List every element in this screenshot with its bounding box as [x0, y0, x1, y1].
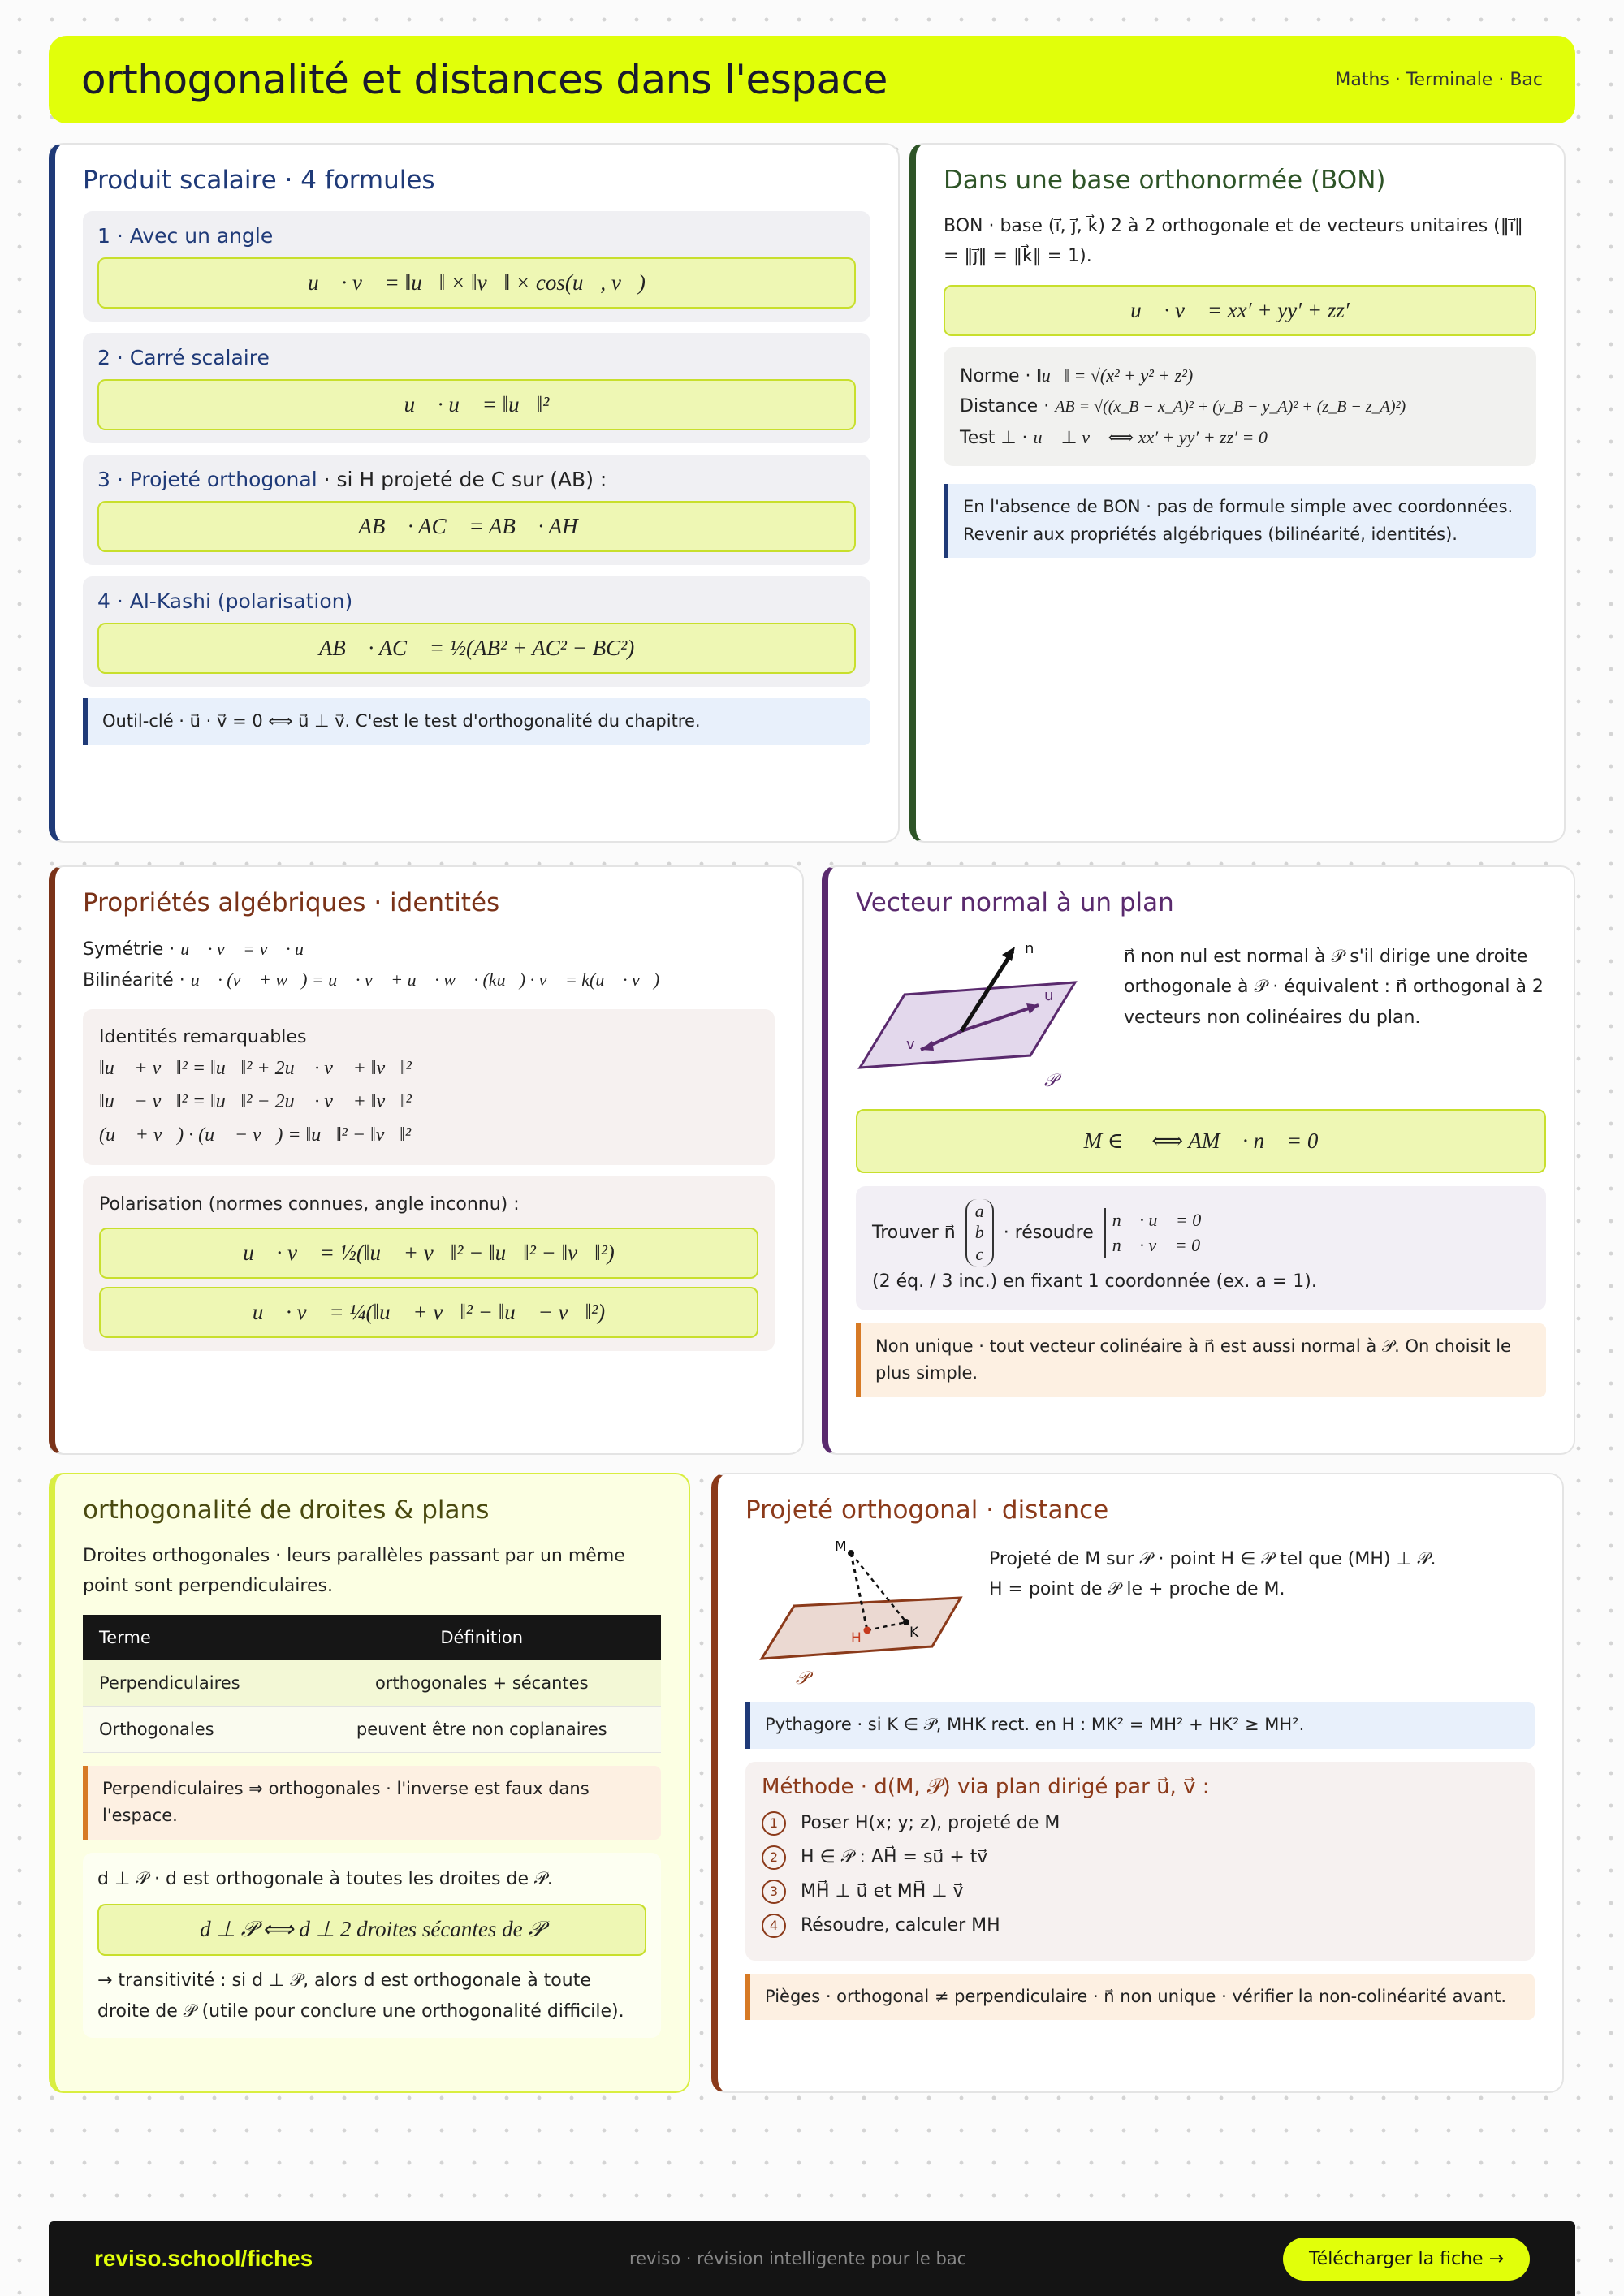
th-definition: Définition — [302, 1615, 661, 1660]
polarisation-block — [83, 1176, 775, 1351]
label: Distance · — [960, 396, 1056, 417]
list-item — [762, 1845, 1518, 1870]
table-row — [83, 1660, 661, 1707]
card-title: orthogonalité de droites & plans — [83, 1495, 490, 1525]
th-terme: Terme — [83, 1615, 302, 1660]
step-text: Résoudre, calculer MH — [801, 1915, 1000, 1936]
table-header — [83, 1615, 661, 1660]
step-number: 3 — [762, 1880, 786, 1904]
bilinearite — [83, 965, 775, 995]
step-number: 2 — [762, 1845, 786, 1870]
identite-1: ‖u⃗ + v⃗‖² = ‖u⃗‖² + 2u⃗ · v⃗ + ‖v⃗‖² — [99, 1058, 412, 1080]
theoreme-block — [83, 1853, 661, 2038]
site-link[interactable]: reviso.school/fiches — [94, 2246, 313, 2271]
step-number: 4 — [762, 1914, 786, 1938]
polarisation-title: Polarisation (normes connues, angle inconnu) : — [99, 1193, 520, 1215]
identites-title: Identités remarquables — [99, 1026, 307, 1047]
normal-description: n⃗ non nul est normal à 𝒫 s'il dirige une droite orthogonale à 𝒫 · équivalent : n⃗ orthogonal à 2 vecteurs non colinéaires du plan. — [1124, 947, 1544, 1028]
page-title: orthogonalité et distances dans l'espace — [81, 56, 888, 103]
definition-table — [83, 1615, 661, 1753]
bon-distance — [960, 391, 1520, 421]
note-outil-cle: Outil-clé · u⃗ · v⃗ = 0 ⟺ u⃗ ⊥ v⃗. C'est le test d'orthogonalité du chapitre. — [83, 698, 870, 745]
cell-term: Perpendiculaires — [83, 1660, 302, 1707]
theoreme-line: d ⊥ 𝒫 · d est orthogonale à toutes les droites de 𝒫. — [97, 1868, 553, 1889]
transitivite: → transitivité : si d ⊥ 𝒫, alors d est orthogonale à toute droite de 𝒫 (utile pour conclure une orthogonalité difficile). — [97, 1970, 624, 2022]
droites-intro: Droites orthogonales · leurs parallèles passant par un même point sont perpendiculaires. — [83, 1546, 625, 1597]
page-meta: Maths · Terminale · Bac — [1335, 69, 1543, 90]
coord-a: a — [974, 1201, 984, 1221]
point-k — [903, 1619, 909, 1625]
point-h — [864, 1627, 871, 1634]
card-proprietes-algebriques — [49, 865, 804, 1455]
label-u: u — [1044, 987, 1054, 1004]
step-number: 1 — [762, 1811, 786, 1836]
step-text: H ∈ 𝒫 : AH⃗ = su⃗ + tv⃗ — [801, 1847, 988, 1868]
card-title: Produit scalaire · 4 formules — [83, 166, 435, 195]
formula-polarisation-2: u⃗ · v⃗ = ¼(‖u⃗ + v⃗‖² − ‖u⃗ − v⃗‖²) — [99, 1287, 758, 1338]
card-projete-orthogonal — [711, 1473, 1564, 2093]
identite-3: (u⃗ + v⃗) · (u⃗ − v⃗) = ‖u⃗‖² − ‖v⃗‖² — [99, 1124, 412, 1146]
formula-block-alkashi — [83, 576, 870, 687]
note-pythagore: Pythagore · si K ∈ 𝒫, MHK rect. en H : MK² = MH² + HK² ≥ MH². — [745, 1702, 1535, 1749]
find-label: Trouver n⃗ — [872, 1222, 956, 1243]
plane-shape — [762, 1598, 961, 1659]
formula-block-projete — [83, 455, 870, 565]
point-m — [848, 1550, 854, 1556]
label: Norme · — [960, 365, 1037, 386]
page-footer — [49, 2221, 1575, 2296]
footer-tagline: reviso · révision intelligente pour le bac — [628, 2249, 967, 2268]
card-title: Vecteur normal à un plan — [856, 888, 1174, 917]
formula-projete: AB⃗ · AC⃗ = AB⃗ · AH⃗ — [97, 501, 856, 552]
formula-carre: u⃗ · u⃗ = ‖u⃗‖² — [97, 379, 856, 430]
value: u⃗ ⊥ v⃗ ⟺ xx′ + yy′ + zz′ = 0 — [1033, 426, 1268, 447]
find-tail: (2 éq. / 3 inc.) en fixant 1 coordonnée (ex. a = 1). — [872, 1271, 1317, 1293]
trouver-n-block — [856, 1186, 1546, 1310]
cell-def: orthogonales + sécantes — [302, 1660, 661, 1707]
projete-desc-2: H = point de 𝒫 le + proche de M. — [989, 1579, 1285, 1600]
list-item — [762, 1811, 1518, 1836]
formula-droite-plan: d ⊥ 𝒫 ⟺ d ⊥ 2 droites sécantes de 𝒫 — [97, 1904, 646, 1956]
list-item — [762, 1914, 1518, 1938]
projete-description — [989, 1541, 1535, 1687]
label-n: n — [1025, 940, 1034, 957]
formula-polarisation-1: u⃗ · v⃗ = ½(‖u⃗ + v⃗‖² − ‖u⃗‖² − ‖v⃗‖²) — [99, 1228, 758, 1279]
formula-title: 4 · Al-Kashi (polarisation) — [97, 589, 353, 613]
identite-2: ‖u⃗ − v⃗‖² = ‖u⃗‖² − 2u⃗ · v⃗ + ‖v⃗‖² — [99, 1090, 412, 1112]
find-resoudre: · résoudre — [1003, 1222, 1094, 1243]
projection-diagram — [745, 1541, 965, 1687]
normal-intro — [856, 934, 1546, 1088]
projete-intro — [745, 1541, 1535, 1687]
formula-title-cond: · si H projeté de C sur (AB) : — [317, 468, 607, 491]
vector-n-head — [1002, 947, 1015, 961]
card-title: Projeté orthogonal · distance — [745, 1495, 1109, 1525]
formula-block-carre — [83, 333, 870, 443]
card-title: Dans une base orthonormée (BON) — [944, 166, 1386, 195]
label-k: K — [909, 1625, 919, 1641]
label: Test ⊥ · — [960, 427, 1034, 448]
bon-test — [960, 422, 1520, 453]
formula-title: 2 · Carré scalaire — [97, 346, 270, 369]
label-m: M — [835, 1541, 847, 1555]
label-plane: 𝒫 — [1044, 1070, 1057, 1088]
formula-angle: u⃗ · v⃗ = ‖u⃗‖ × ‖v⃗‖ × cos(u⃗, v⃗) — [97, 257, 856, 309]
label-v: v — [906, 1036, 915, 1053]
bon-details — [944, 347, 1536, 466]
label-h: H — [851, 1630, 862, 1646]
label-plane: 𝒫 — [796, 1668, 809, 1687]
trouver-n-line — [872, 1199, 1530, 1267]
vector-coordinates — [965, 1199, 994, 1267]
label: Bilinéarité · — [83, 970, 191, 991]
label: Symétrie · — [83, 939, 181, 960]
card-orthogonalite-droites-plans — [49, 1473, 690, 2093]
value: u⃗ · (v⃗ + w⃗) = u⃗ · v⃗ + u⃗ · w⃗ · (ku⃗) · v⃗ = k(u⃗ · v⃗) — [190, 969, 660, 990]
methode-title: Méthode · d(M, 𝒫) via plan dirigé par u⃗, v⃗ : — [762, 1774, 1210, 1799]
plane-normal-diagram — [856, 934, 1099, 1088]
formula-block-angle — [83, 211, 870, 322]
table-row — [83, 1706, 661, 1752]
card-produit-scalaire — [49, 143, 900, 843]
step-text: Poser H(x; y; z), projeté de M — [801, 1813, 1060, 1834]
projete-desc-1: Projeté de M sur 𝒫 · point H ∈ 𝒫 tel que (MH) ⊥ 𝒫. — [989, 1549, 1436, 1569]
note-perpendiculaires: Perpendiculaires ⇒ orthogonales · l'inverse est faux dans l'espace. — [83, 1766, 661, 1840]
formula-title-main: 3 · Projeté orthogonal — [97, 468, 317, 491]
card-base-orthonormee — [909, 143, 1566, 843]
formula-bon: u⃗ · v⃗ = xx′ + yy′ + zz′ — [944, 285, 1536, 336]
note-absence-bon: En l'absence de BON · pas de formule simple avec coordonnées. Revenir aux propriétés algébriques (bilinéarité, identités). — [944, 484, 1536, 558]
card-vecteur-normal — [822, 865, 1575, 1455]
identites-block — [83, 1009, 775, 1165]
bon-intro: BON · base (i⃗, j⃗, k⃗) 2 à 2 orthogonale et de vecteurs unitaires (‖i⃗‖ = ‖j⃗‖ = ‖k⃗‖ = 1). — [944, 216, 1523, 267]
value: u⃗ · v⃗ = v⃗ · u⃗ — [180, 939, 318, 959]
note-non-unique: Non unique · tout vecteur colinéaire à n⃗ est aussi normal à 𝒫. On choisit le plus simple. — [856, 1323, 1546, 1397]
note-pieges: Pièges · orthogonal ≠ perpendiculaire · n⃗ non unique · vérifier la non-colinéarité avant. — [745, 1974, 1535, 2021]
download-button[interactable]: Télécharger la fiche → — [1283, 2238, 1530, 2281]
formula-alkashi: AB⃗ · AC⃗ = ½(AB² + AC² − BC²) — [97, 623, 856, 674]
methode-steps — [762, 1811, 1518, 1938]
cell-term: Orthogonales — [83, 1706, 302, 1752]
symetrie — [83, 934, 775, 965]
system — [1104, 1208, 1202, 1258]
coord-c: c — [975, 1243, 984, 1264]
value: AB = √((x_B − x_A)² + (y_B − y_A)² + (z_B − z_A)²) — [1055, 398, 1406, 416]
step-text: MH⃗ ⊥ u⃗ et MH⃗ ⊥ v⃗ — [801, 1881, 964, 1902]
formula-title — [97, 468, 856, 491]
system-eq2: n⃗ · v⃗ = 0 — [1112, 1234, 1201, 1255]
system-eq1: n⃗ · u⃗ = 0 — [1112, 1209, 1202, 1230]
formula-plan: M ∈ 𝒫 ⟺ AM⃗ · n⃗ = 0 — [856, 1109, 1546, 1173]
list-item — [762, 1880, 1518, 1904]
value: ‖u⃗‖ = √(x² + y² + z²) — [1036, 365, 1194, 386]
formula-title: 1 · Avec un angle — [97, 224, 274, 248]
cell-def: peuvent être non coplanaires — [302, 1706, 661, 1752]
page-header — [49, 36, 1575, 123]
bon-norme — [960, 360, 1520, 391]
card-title: Propriétés algébriques · identités — [83, 888, 500, 917]
coord-b: b — [974, 1222, 984, 1243]
methode-block — [745, 1762, 1535, 1961]
